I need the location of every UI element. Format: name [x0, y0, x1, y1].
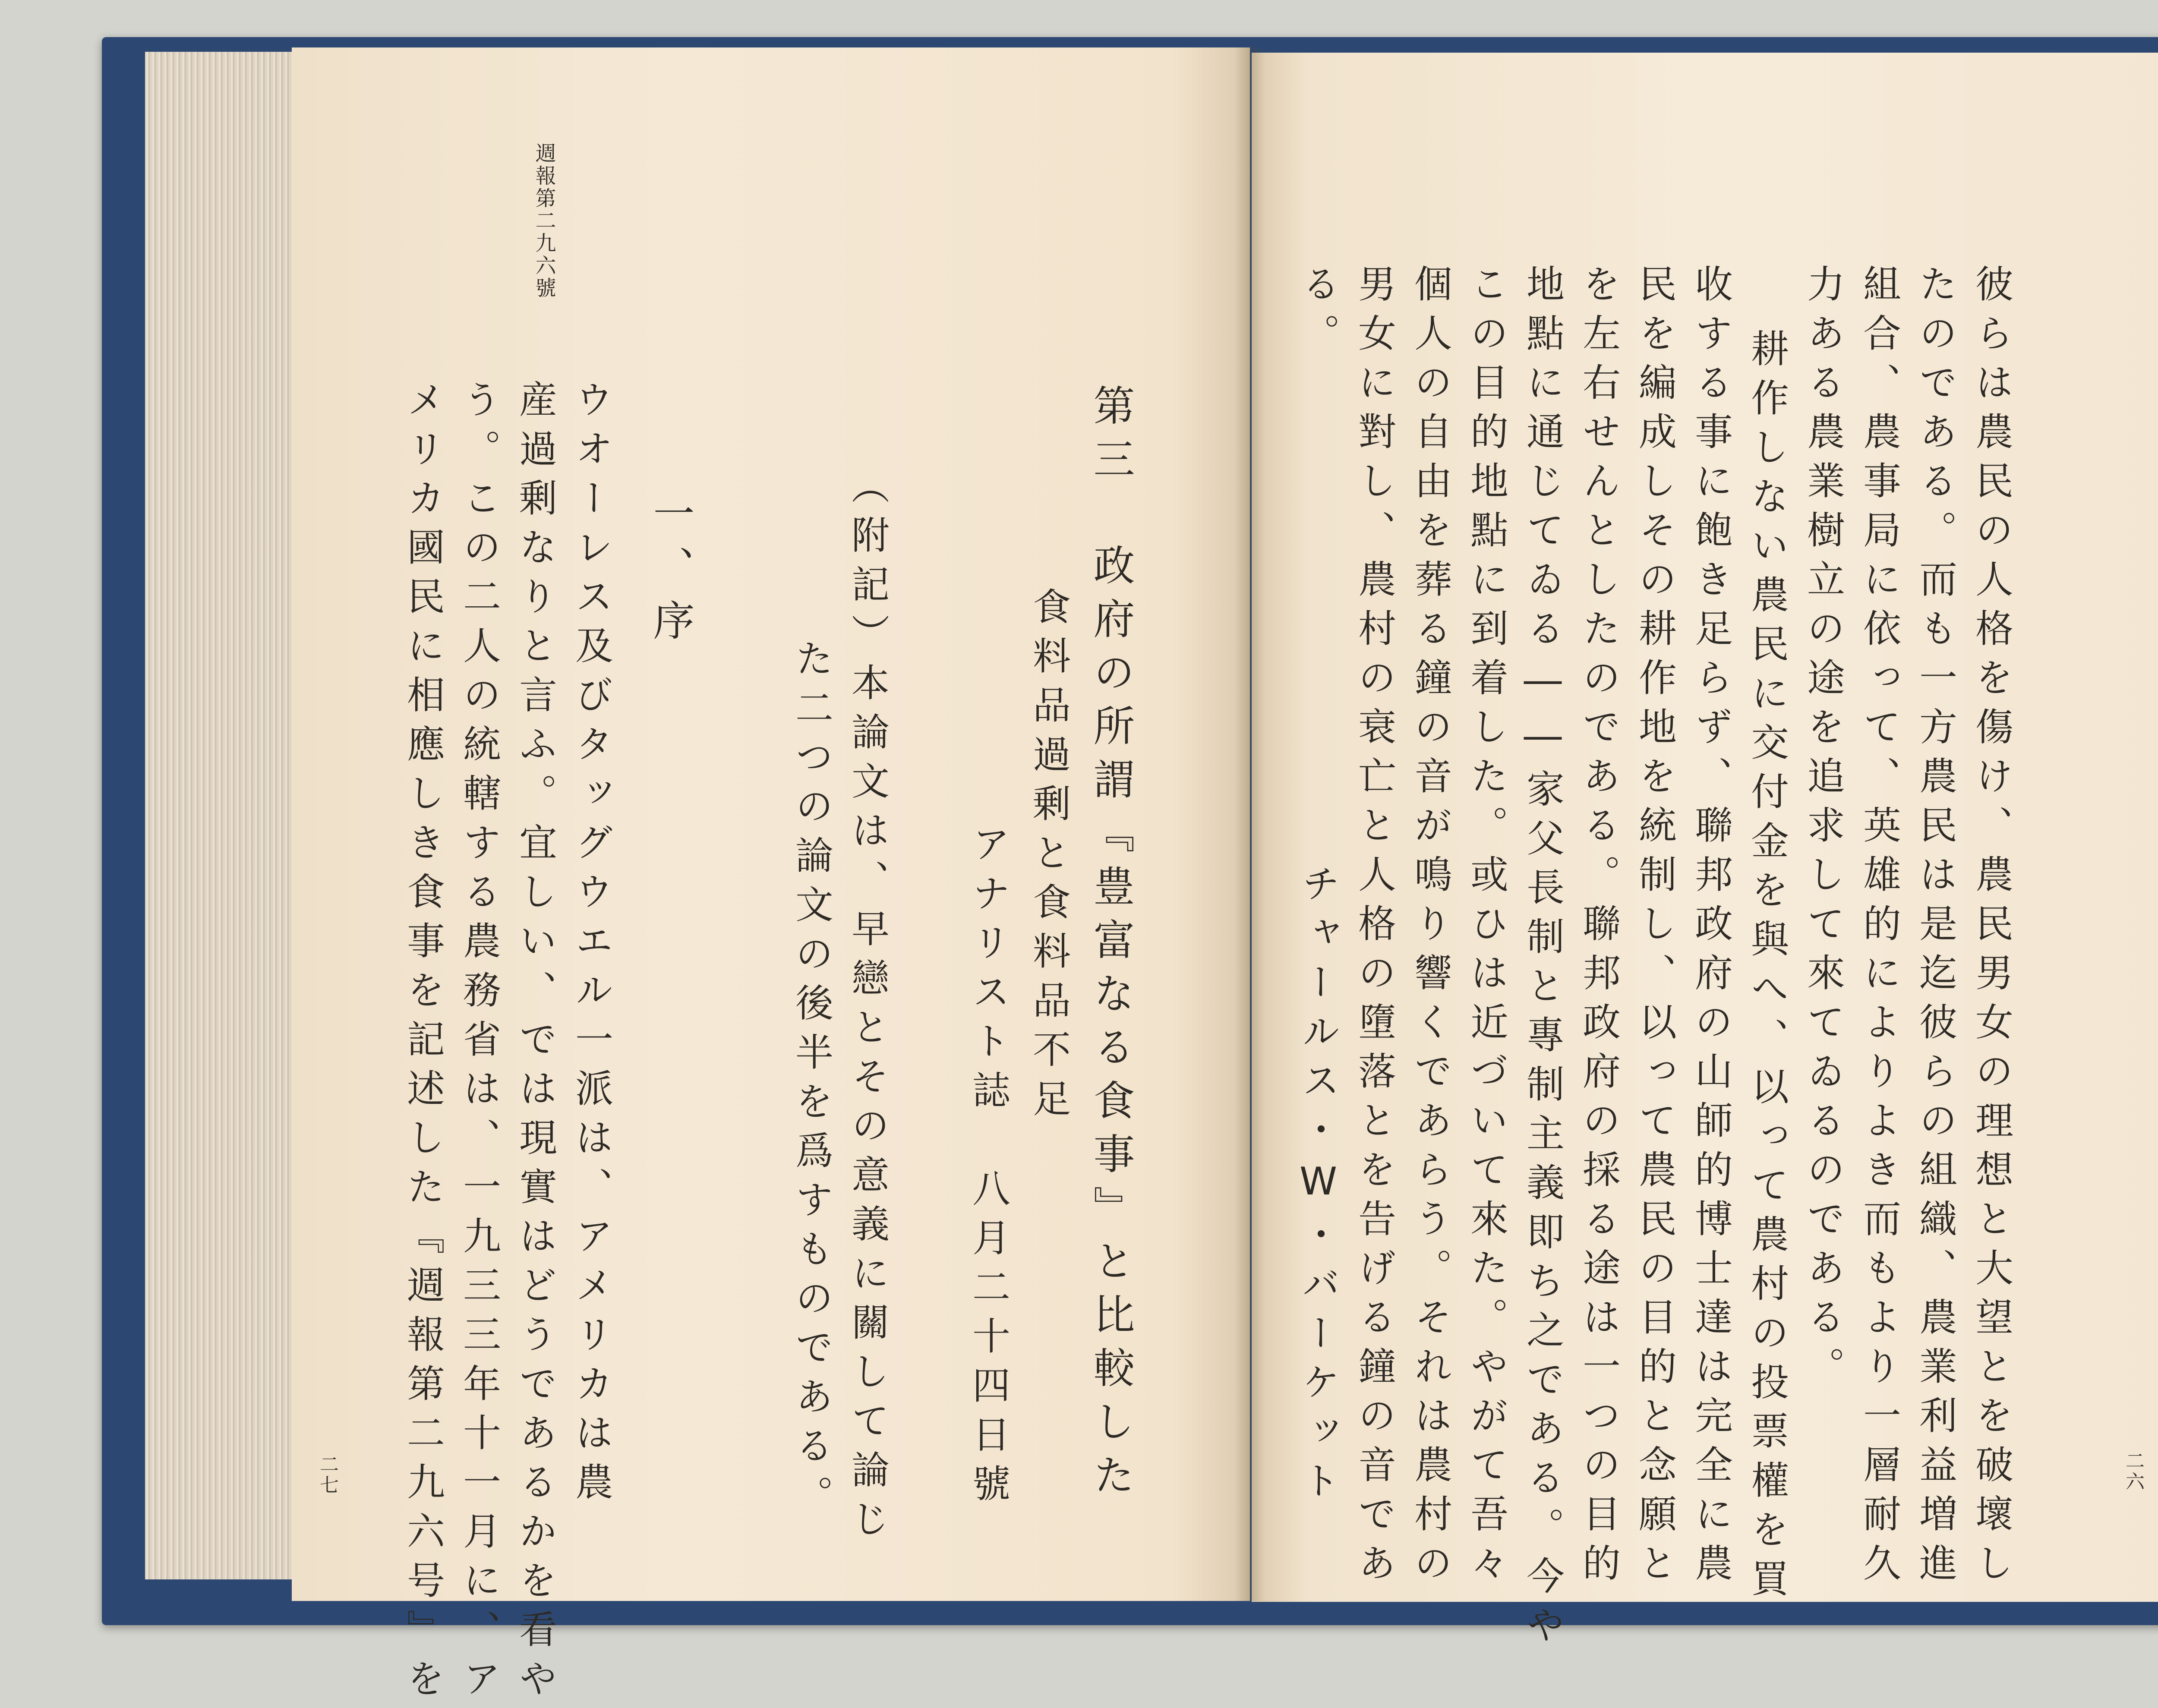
section-heading: 一、序 [647, 492, 695, 652]
page-number: 二六 [2122, 1451, 2144, 1492]
body-line: る。 [1296, 264, 1341, 362]
body-line: ウオーレス及びタッグウエル一派は、アメリカは農 [569, 380, 614, 1511]
author-signature: チャールス・W・バーケット [1296, 864, 1341, 1510]
article-subtitle: 食料品過剰と食料品不足 [1027, 587, 1071, 1128]
body-line: 個人の自由を葬る鐘の音が鳴り響くであらう。それは農村の [1408, 264, 1453, 1592]
right-page [1252, 53, 2158, 1654]
section-number: 第三 [1087, 384, 1135, 491]
left-page [292, 47, 1250, 1708]
body-line: 組合、農事局に依って、英雄的によりよき而もより一層耐久 [1857, 264, 1902, 1592]
body-line: 地點に通じてゐる――家父長制と專制主義即ち之である。今や [1521, 264, 1565, 1654]
book-gutter [1234, 47, 1265, 1601]
page-block-edges-left [145, 52, 292, 1579]
body-line: 收する事に飽き足らず、聯邦政府の山師的博士達は完全に農 [1689, 264, 1733, 1592]
note-line-2: た二つの論文の後半を爲すものである。 [789, 639, 834, 1524]
source-line: アナリスト誌 八月二十四日號 [966, 824, 1011, 1513]
body-line: 耕作しない農民に交付金を與へ、以って農村の投票權を買 [1745, 329, 1789, 1608]
body-line: 民を編成しその耕作地を統制し、以って農民の目的と念願と [1633, 264, 1677, 1592]
body-line: を左右せんとしたのである。聯邦政府の採る途は一つの目的 [1577, 264, 1621, 1592]
body-line: たのである。而も一方農民は是迄彼らの組織、農業利益増進 [1913, 264, 1958, 1592]
note-line-1: （附記）本論文は、早戀とその意義に關して論じ [846, 466, 890, 1548]
body-line: 男女に對し、農村の衰亡と人格の墮落とを告げる鐘の音であ [1352, 264, 1397, 1592]
page-number: 二七 [316, 1454, 338, 1496]
body-line: この目的地點に到着した。或ひは近づいて來た。やがて吾々 [1464, 264, 1509, 1592]
body-line: メリカ國民に相應しき食事を記述した『週報第二九六号』を [401, 380, 445, 1708]
article-title: 政府の所謂『豊富なる食事』と比較した [1087, 544, 1135, 1507]
body-line: 彼らは農民の人格を傷け、農民男女の理想と大望とを破壞し [1969, 264, 2014, 1592]
body-line: 力ある農業樹立の途を追求して來てゐるのである。 [1801, 264, 1846, 1396]
body-line: 産過剰なりと言ふ。宜しい、では現實はどうであるかを看や [513, 380, 558, 1708]
body-line: う。この二人の統轄する農務省は、一九三三年十一月に、ア [457, 380, 502, 1708]
header-note: 週報第二九六號 [532, 142, 556, 299]
